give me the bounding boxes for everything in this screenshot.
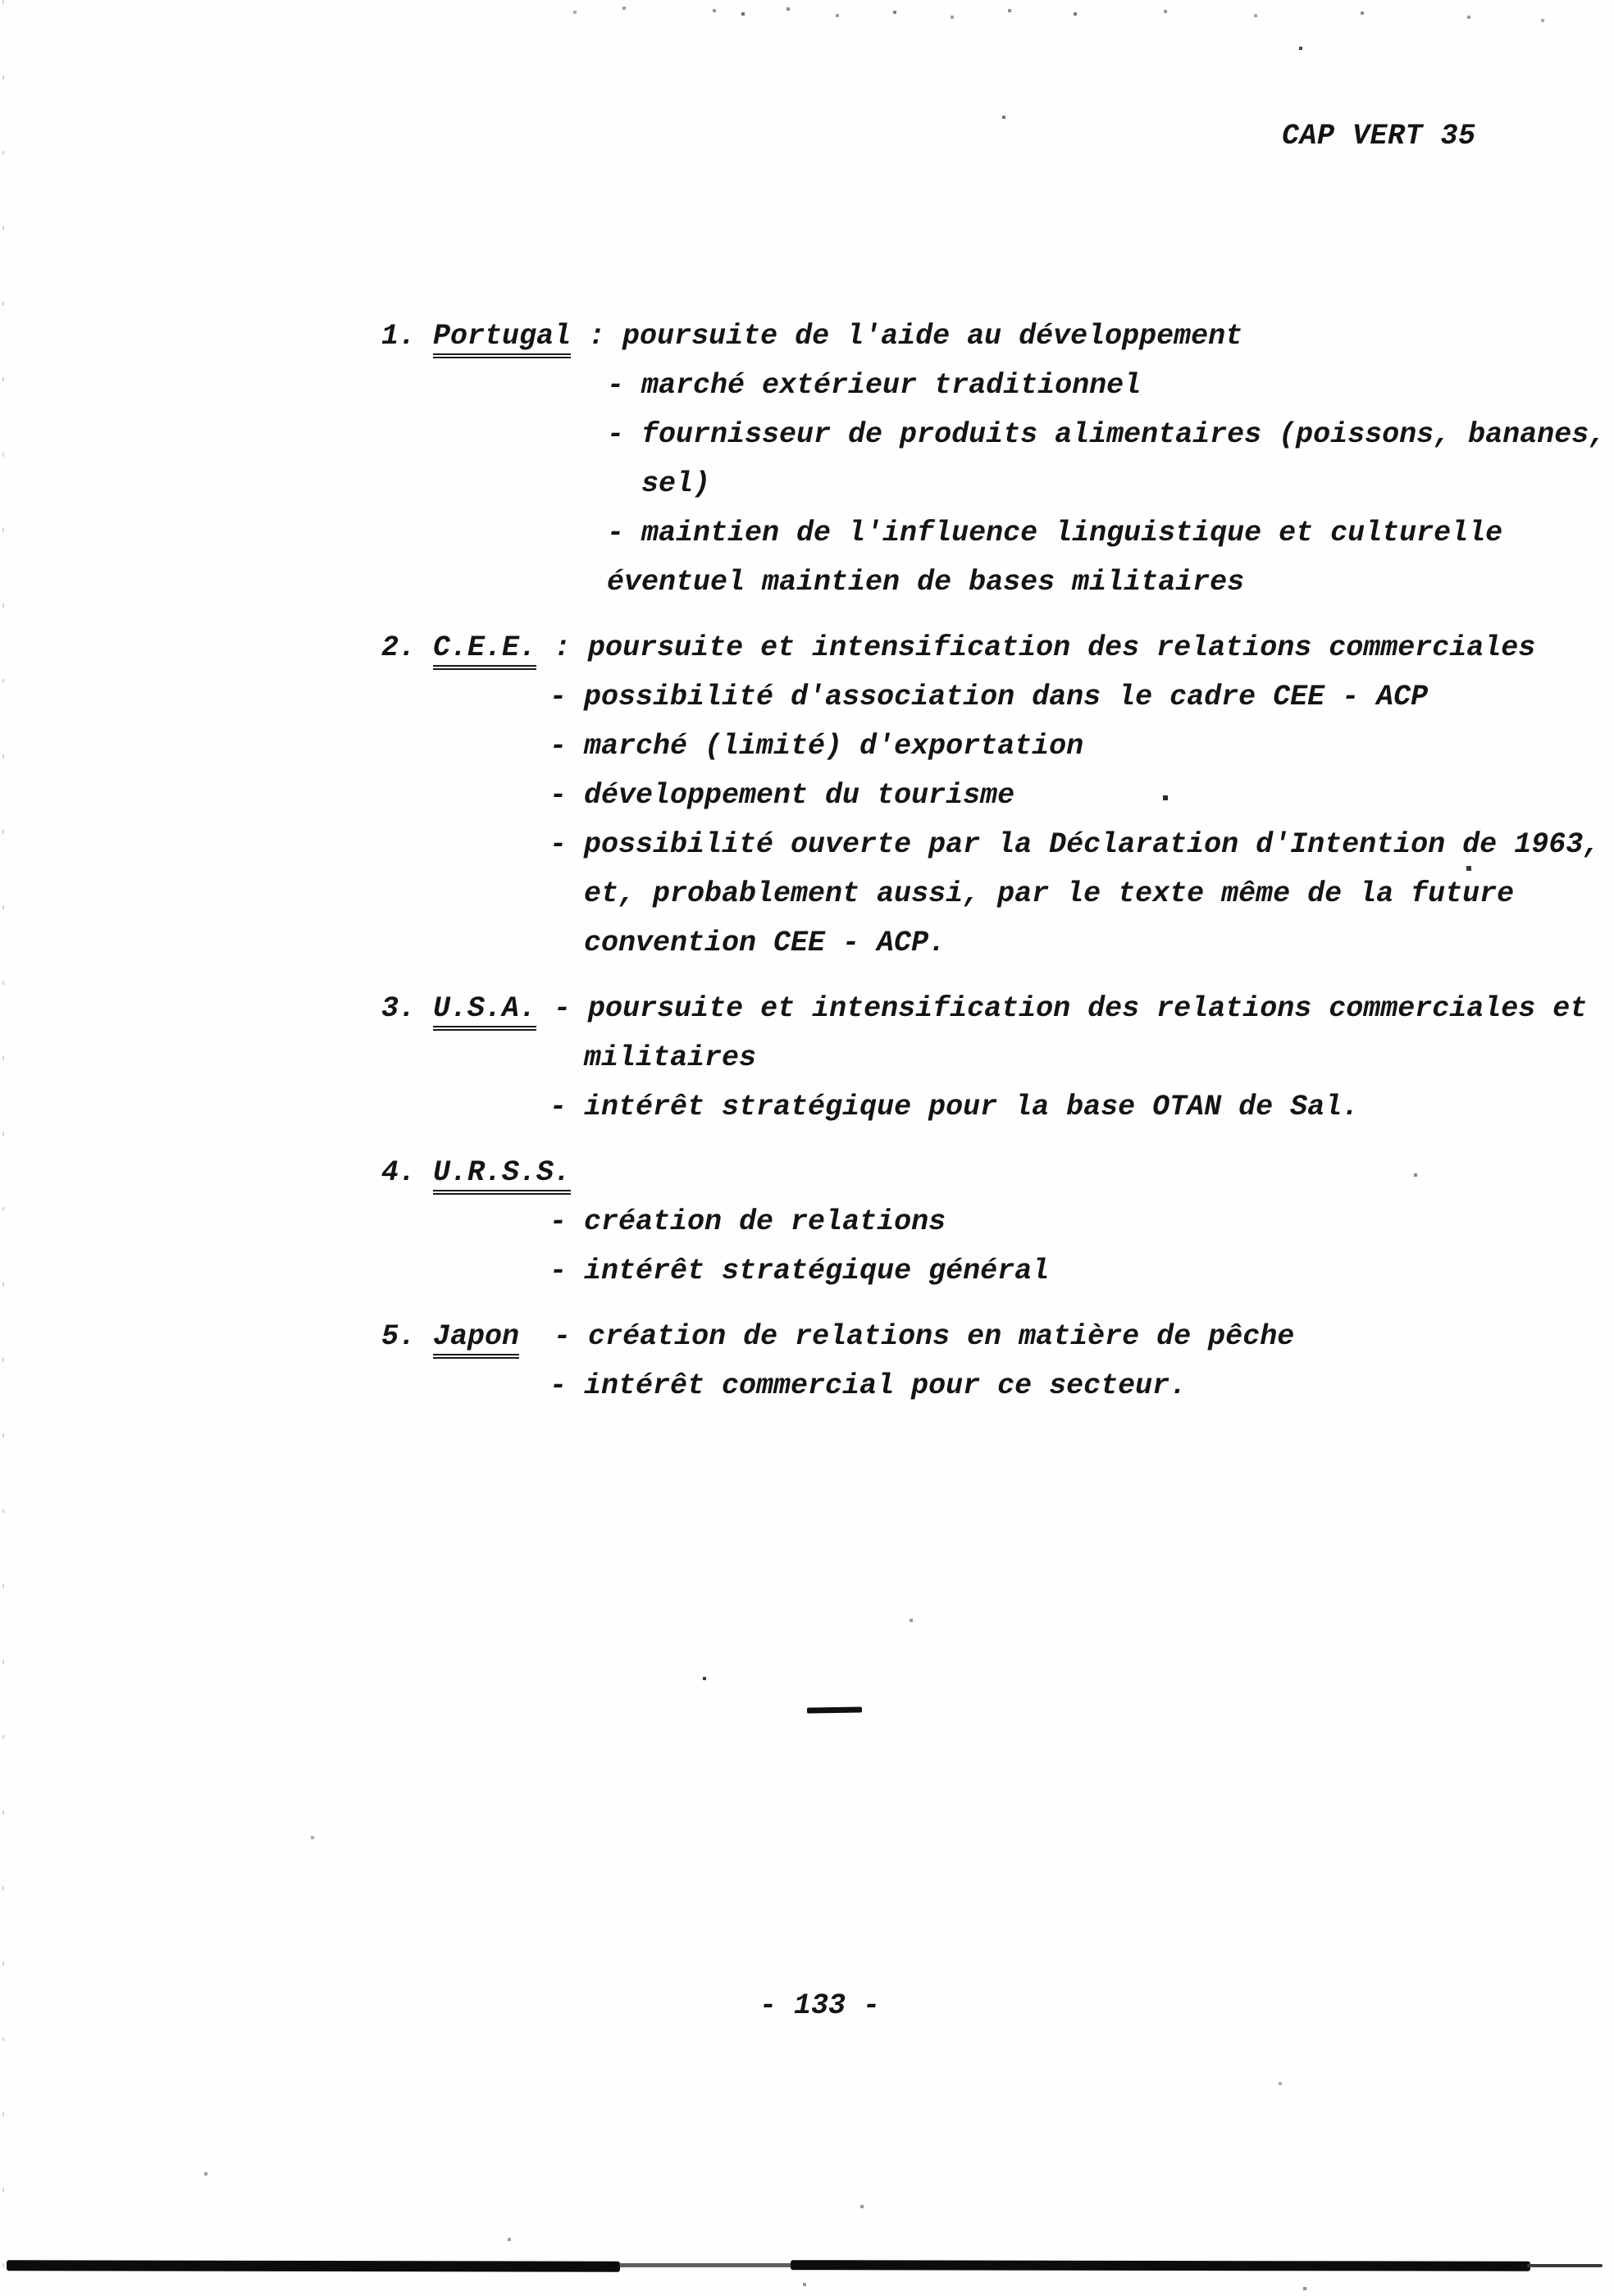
- scan-bottom-bar-mid: [618, 2263, 792, 2267]
- document-line: éventuel maintien de bases militaires: [607, 566, 1245, 599]
- document-line: - marché extérieur traditionnel: [607, 369, 1142, 402]
- document-body: [381, 312, 1606, 1427]
- section-heading-text: : poursuite de l'aide au développement: [571, 320, 1243, 353]
- scan-bottom-bar-left: [7, 2260, 620, 2272]
- document-line: - intérêt stratégique général: [549, 1255, 1050, 1287]
- section-heading-line: [381, 1312, 1606, 1361]
- scan-bottom-bar-tail: [1527, 2264, 1603, 2267]
- page-header: CAP VERT 35: [1282, 120, 1476, 153]
- section-heading-line: [381, 984, 1606, 1033]
- section-3: [381, 984, 1606, 1132]
- section-heading-line: [381, 312, 1606, 361]
- section-number: 3.: [381, 992, 434, 1025]
- document-line: - maintien de l'influence linguistique et culturelle: [607, 517, 1503, 549]
- country-title: U.R.S.S.: [433, 1156, 571, 1195]
- section-heading-text: - poursuite et intensification des relations commerciales et: [536, 992, 1588, 1025]
- section-heading-line: [381, 623, 1606, 672]
- document-line: - intérêt stratégique pour la base OTAN de Sal.: [549, 1091, 1360, 1123]
- section-1: [381, 312, 1606, 607]
- page-number: - 133 -: [759, 1989, 881, 2022]
- document-line: et, probablement aussi, par le texte même de la future: [584, 877, 1515, 910]
- document-line: sel): [641, 467, 711, 500]
- section-number: 2.: [381, 631, 434, 664]
- scan-noise-specks: [0, 0, 2, 2]
- document-line: militaires: [584, 1041, 757, 1074]
- country-title: U.S.A.: [433, 992, 536, 1031]
- section-number: 1.: [381, 320, 434, 353]
- scan-bottom-bar-right: [791, 2260, 1530, 2271]
- section-2: [381, 623, 1606, 968]
- document-line: - marché (limité) d'exportation: [549, 730, 1084, 763]
- document-line: - possibilité ouverte par la Déclaration d'Intention de 1963,: [549, 828, 1601, 861]
- section-heading-line: [381, 1148, 1606, 1197]
- document-line: - développement du tourisme: [549, 779, 1015, 812]
- separator-line: [807, 1706, 862, 1713]
- document-line: - fournisseur de produits alimentaires (poissons, bananes,: [607, 418, 1607, 451]
- document-line: - création de relations: [549, 1205, 946, 1238]
- document-line: - possibilité d'association dans le cadre CEE - ACP: [549, 681, 1429, 713]
- document-line: convention CEE - ACP.: [584, 927, 946, 959]
- section-heading-text: : poursuite et intensification des relations commerciales: [536, 631, 1536, 664]
- country-title: Portugal: [433, 320, 571, 358]
- section-4: [381, 1148, 1606, 1296]
- country-title: C.E.E.: [433, 631, 536, 670]
- section-number: 4.: [381, 1156, 434, 1189]
- country-title: Japon: [433, 1320, 519, 1359]
- scan-left-edge-artifact: [2, 0, 4, 2296]
- document-line: - intérêt commercial pour ce secteur.: [549, 1369, 1188, 1402]
- section-5: [381, 1312, 1606, 1410]
- section-number: 5.: [381, 1320, 434, 1353]
- section-heading-text: - création de relations en matière de pêche: [519, 1320, 1295, 1353]
